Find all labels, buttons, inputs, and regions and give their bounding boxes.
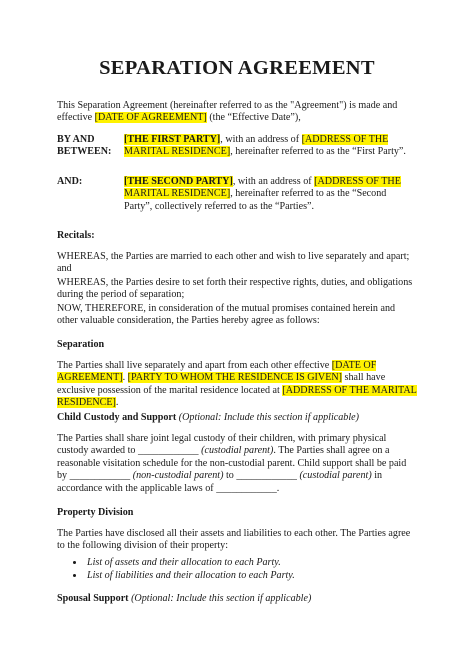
residence-party-placeholder: [PARTY TO WHOM THE RESIDENCE IS GIVEN] [127, 372, 343, 384]
separation-date-placeholder: [DATE OF AGREEMENT] [57, 360, 377, 384]
party2-address-placeholder: [ADDRESS OF THE MARITAL RESIDENCE] [124, 176, 401, 200]
custody-blank-2: ____________ [69, 470, 131, 482]
party1-address-placeholder: [ADDRESS OF THE MARITAL RESIDENCE] [124, 134, 389, 158]
separation-text-4: . [115, 397, 119, 409]
intro-text-2: (the “Effective Date”), [206, 112, 301, 124]
custody-blank-4: ____________ [216, 482, 277, 494]
first-party-placeholder: [THE FIRST PARTY] [124, 134, 221, 145]
custody-note-1: (custodial parent) [198, 445, 274, 457]
second-party-placeholder: [THE SECOND PARTY] [124, 176, 233, 187]
spousal-heading [57, 593, 311, 604]
document-title: SEPARATION AGREEMENT [99, 57, 375, 79]
list-item: • List of assets and their allocation to each Party. [85, 557, 445, 570]
custody-note-3: (custodial parent) [296, 470, 372, 482]
separation-text-2: . [122, 372, 128, 384]
recital-paragraph-2: WHEREAS, the Parties desire to set forth their respective rights, duties, and obligations during the period of separation; [57, 277, 413, 301]
custody-optional-note: (Optional: Include this section if applicable) [176, 412, 359, 423]
recitals-heading-suffix: : [91, 230, 95, 241]
property-paragraph: The Parties have disclosed all their assets and liabilities to each other. The Parties agree to the following division of their property: [57, 528, 411, 552]
spousal-heading-text: Spousal Support [57, 593, 129, 604]
property-list [57, 557, 445, 582]
custody-text-5: . [276, 482, 280, 494]
custody-text-3: to [223, 470, 237, 482]
custody-heading-text: Child Custody and Support [57, 412, 177, 423]
recital-paragraph-1: WHEREAS, the Parties are married to each other and wish to live separately and apart; and [57, 251, 410, 275]
property-heading: Property Division [57, 507, 134, 518]
list-item: • List of liabilities and their allocation to each Party. [85, 570, 445, 583]
party2-text-2: , hereinafter referred to as the “Second Party”, collectively referred to as the “Parties”. [124, 188, 387, 212]
party2-text [124, 176, 417, 213]
custody-blank-3: ____________ [236, 470, 297, 482]
separation-address-placeholder: [ADDRESS OF THE MARITAL RESIDENCE] [57, 384, 417, 409]
recital-paragraph-3: NOW, THEREFORE, in consideration of the mutual promises contained herein and other valuable consideration, the Parties hereby agree as follows: [57, 303, 396, 327]
custody-text-4: in accordance with the applicable laws of [57, 470, 383, 494]
custody-text-1: The Parties shall share joint legal custody of their children, with primary physical custody awarded to [57, 433, 387, 457]
intro-paragraph [57, 100, 417, 125]
separation-paragraph [57, 360, 417, 410]
separation-text-1: The Parties shall live separately and apart from each other effective [57, 360, 332, 371]
party1-text [124, 134, 417, 159]
intro-text-1: This Separation Agreement (hereinafter referred to as the "Agreement") is made and effective [57, 100, 398, 124]
custody-paragraph [57, 433, 417, 495]
party2-text-1: , with an address of [232, 176, 315, 187]
custody-heading [57, 412, 359, 423]
party2-label: AND: [57, 176, 83, 187]
separation-heading: Separation [57, 339, 105, 350]
custody-blank-1: ____________ [138, 445, 199, 457]
spousal-optional-note: (Optional: Include this section if applicable) [128, 593, 312, 604]
party1-text-1: , with an address of [220, 134, 302, 145]
recitals-heading [57, 230, 95, 241]
custody-text-2: . The Parties shall agree on a reasonable visitation schedule for the non-custodial parent. Child support shall be paid by [57, 445, 407, 482]
party1-text-2: , hereinafter referred to as the “First Party”. [230, 146, 406, 158]
separation-text-3: shall have exclusive possession of the marital residence located at [57, 372, 386, 396]
custody-note-2: (non-custodial parent) [130, 470, 224, 482]
date-of-agreement-placeholder: [DATE OF AGREEMENT] [94, 112, 207, 124]
recitals-heading-text: Recitals [57, 230, 92, 241]
party1-label: BY AND BETWEEN: [57, 134, 112, 158]
